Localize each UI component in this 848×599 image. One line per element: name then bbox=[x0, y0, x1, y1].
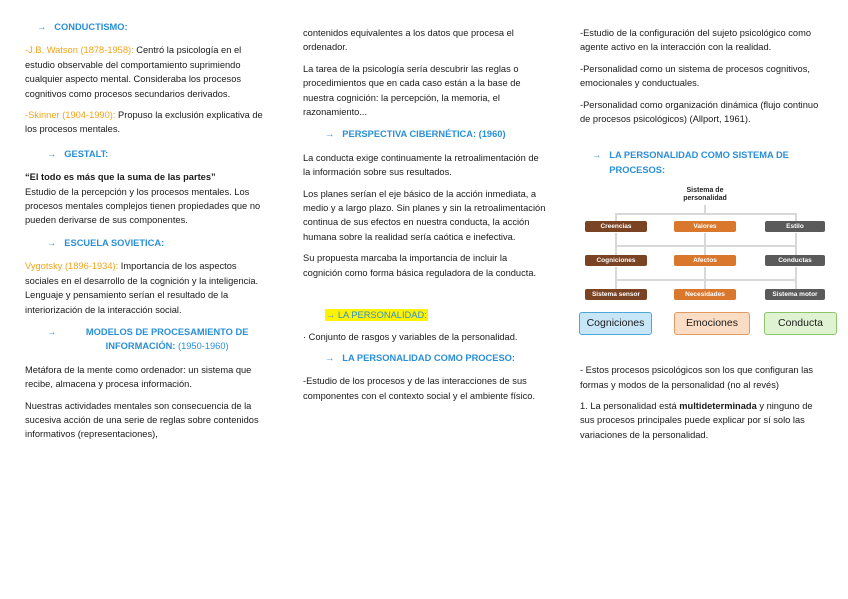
paragraph-propuesta: Su propuesta marcaba la importancia de incluir la cognición como forma básica reguladora de la conducta. bbox=[303, 253, 537, 278]
heading-gestalt: → GESTALT: bbox=[25, 147, 270, 161]
connector bbox=[795, 279, 797, 289]
heading-personalidad-sistema: → LA PERSONALIDAD COMO SISTEMA DE PROCESOS: bbox=[580, 148, 825, 177]
paragraph-planes: Los planes serían el eje básico de la acción inmediata, a medio y a largo plazo. Sin planes y sin la retroalimentación continua de sus efectos en nuestra conducta, la acción humana sobre la realidad sería caótica e inefectiva. bbox=[303, 188, 546, 242]
arrow-icon: → bbox=[592, 150, 602, 161]
connector bbox=[615, 267, 617, 279]
box-afectos: Afectos bbox=[674, 255, 736, 266]
paragraph-retroalimentacion: La conducta exige continuamente la retroalimentación de la información sobre sus resultados. bbox=[303, 152, 539, 178]
heading-escuela-sovietica: → ESCUELA SOVIETICA: bbox=[25, 236, 270, 250]
heading-la-personalidad: → LA PERSONALIDAD: bbox=[326, 310, 427, 321]
box-sistema-motor: Sistema motor bbox=[765, 289, 825, 300]
paragraph-multideterminada: 1. La personalidad está multideterminada y ninguno de sus procesos principales puede explicar por sí solo las variaciones de la personalidad. bbox=[580, 401, 813, 440]
connector bbox=[795, 267, 797, 279]
label-conducta: Conducta bbox=[764, 312, 837, 335]
heading-modelos-procesamiento: → MODELOS DE PROCESAMIENTO DE INFORMACIÓN: (1950-1960) bbox=[25, 325, 270, 354]
paragraph-estudio-procesos: -Estudio de los procesos y de las interacciones de sus componentes con el contexto social y el ambiente físico. bbox=[303, 376, 536, 401]
column-2 bbox=[303, 26, 548, 410]
paragraph-tarea: La tarea de la psicología sería descubrir las reglas o procedimientos que en cada caso están a la base de nuestra cognición: la percepción, la memoria, el razonamiento... bbox=[303, 63, 521, 118]
arrow-icon: → bbox=[47, 148, 57, 159]
connector bbox=[615, 213, 617, 221]
author-skinner: -Skinner (1904-1990): bbox=[25, 110, 116, 121]
box-conductas: Conductas bbox=[765, 255, 825, 266]
connector bbox=[615, 213, 797, 215]
connector bbox=[615, 245, 797, 247]
author-watson: -J.B. Watson (1878-1958): bbox=[25, 45, 134, 56]
connector bbox=[704, 245, 706, 255]
paragraph-sistema-procesos: -Personalidad como un sistema de procesos cognitivos, emocionales y conductuales. bbox=[580, 63, 810, 89]
paragraph-watson: -J.B. Watson (1878-1958): Centró la psicología en el estudio observable del comportamiento suprimiendo cualquier aspecto mental. Consideraba los procesos cognitivos como procesos secundarios derivados. bbox=[25, 45, 242, 99]
paragraph-ordenador: contenidos equivalentes a los datos que procesa el ordenador. bbox=[303, 28, 514, 53]
arrow-icon: → bbox=[37, 22, 47, 32]
heading-personalidad-proceso: → LA PERSONALIDAD COMO PROCESO: bbox=[303, 351, 548, 365]
paragraph-gestalt: Estudio de la percepción y los procesos mentales. Los procesos mentales complejos tienen propiedades que no pueden derivarse de sus componentes. bbox=[25, 186, 261, 226]
connector bbox=[615, 279, 617, 289]
box-estilo: Estilo bbox=[765, 221, 825, 232]
paragraph-vygotsky: Vygotsky (1896-1934): Importancia de los aspectos sociales en el desarrollo de la cognición y la inteligencia. Lenguaje y pensamiento serían el resultado de la interiorización de la interacción social. bbox=[25, 261, 259, 315]
box-creencias: Creencias bbox=[585, 221, 647, 232]
connector bbox=[795, 245, 797, 255]
box-necesidades: Necesidades bbox=[674, 289, 736, 300]
column-3 bbox=[580, 26, 825, 449]
arrow-icon: → bbox=[325, 352, 335, 363]
box-valores: Valores bbox=[674, 221, 736, 232]
label-cogniciones: Cogniciones bbox=[579, 312, 652, 335]
connector bbox=[704, 267, 706, 279]
arrow-icon: → bbox=[47, 237, 57, 248]
arrow-icon: → bbox=[47, 326, 57, 337]
connector bbox=[704, 233, 706, 245]
connector bbox=[615, 279, 797, 281]
personality-system-diagram bbox=[577, 185, 835, 353]
author-vygotsky: Vygotsky (1896-1934): bbox=[25, 261, 119, 272]
paragraph-modelos-2: Nuestras actividades mentales son consecuencia de la sucesiva acción de una serie de reglas sobre contenidos informativos (representaciones), bbox=[25, 400, 259, 440]
column-1 bbox=[25, 20, 270, 449]
box-cogniciones: Cogniciones bbox=[585, 255, 647, 266]
paragraph-procesos-psicologicos: - Estos procesos psicológicos son los que configuran las formas y modos de la personalidad (no al revés) bbox=[580, 365, 814, 390]
heading-perspectiva-cibernetica: → PERSPECTIVA CIBERNÉTICA: (1960) bbox=[303, 127, 548, 141]
connector bbox=[795, 213, 797, 221]
diagram-title: Sistema de personalidad bbox=[683, 187, 727, 203]
connector bbox=[704, 279, 706, 289]
paragraph-conjunto-rasgos: · Conjunto de rasgos y variables de la personalidad. bbox=[303, 331, 518, 342]
paragraph-skinner: -Skinner (1904-1990): Propuso la exclusión explicativa de los procesos mentales. bbox=[25, 110, 263, 135]
paragraph-configuracion: -Estudio de la configuración del sujeto psicológico como agente activo en la interacción con la realidad. bbox=[580, 28, 812, 53]
paragraph-organizacion-dinamica: -Personalidad como organización dinámica (flujo continuo de procesos psicológicos) (Allport, 1961). bbox=[580, 99, 819, 125]
paragraph-modelos-1: Metáfora de la mente como ordenador: un sistema que recibe, almacena y procesa información. bbox=[25, 364, 252, 390]
connector bbox=[704, 205, 706, 213]
label-emociones: Emociones bbox=[674, 312, 750, 335]
connector bbox=[615, 233, 617, 245]
connector bbox=[795, 233, 797, 245]
connector bbox=[615, 245, 617, 255]
box-sistema-sensor: Sistema sensor bbox=[585, 289, 647, 300]
gestalt-quote: “El todo es más que la suma de las partes” bbox=[25, 172, 216, 183]
heading-conductismo: → CONDUCTISMO: bbox=[25, 20, 270, 34]
arrow-icon: → bbox=[325, 129, 335, 140]
